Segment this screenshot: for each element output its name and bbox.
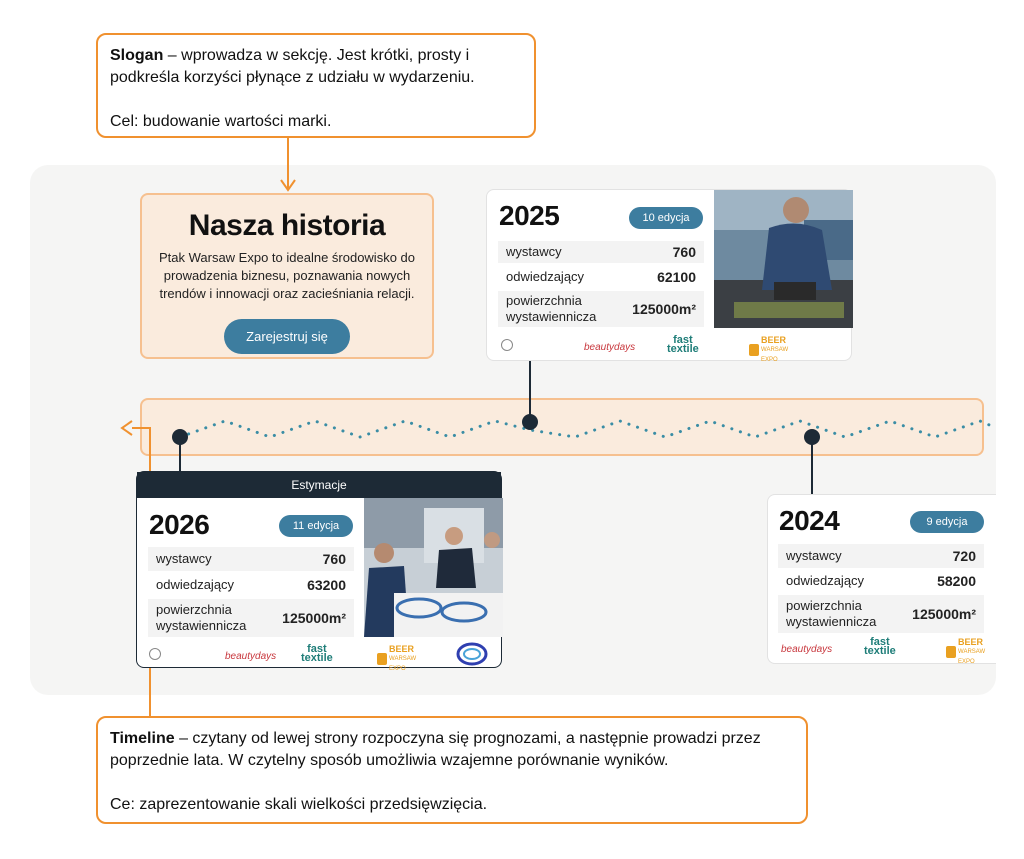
fast-textile-logo: fast textile <box>667 334 699 355</box>
row-exhibitors <box>498 241 704 263</box>
card-2024 <box>767 494 996 664</box>
card-year: 2026 <box>149 509 210 540</box>
row-exhibitors <box>148 547 354 571</box>
beer-cup-icon <box>749 344 759 356</box>
annotation-text: – wprowadza w sekcję. Jest krótki, prosty i podkreśla korzyści płynące z udziału w wydarzeniu. <box>110 47 475 86</box>
edition-badge: 11 edycja <box>279 515 353 537</box>
row-value: 760 <box>672 244 696 260</box>
beer-expo-logo: BEER WARSAW EXPO <box>749 336 788 364</box>
beautydays-logo: beautydays <box>584 342 636 353</box>
row-label: odwiedzający <box>786 573 865 588</box>
row-exhibitors <box>778 544 984 568</box>
row-value: 125000m² <box>912 606 976 622</box>
hero-box <box>140 193 434 359</box>
row-area <box>778 595 984 633</box>
row-visitors <box>148 573 354 597</box>
beautydays-logo: beautydays <box>225 651 277 662</box>
row-value: 63200 <box>307 577 346 593</box>
row-value: 58200 <box>937 573 976 589</box>
annotation-slogan <box>96 33 536 138</box>
card-2025 <box>486 189 852 361</box>
beautydays-logo: beautydays <box>781 644 833 655</box>
card-year: 2024 <box>779 505 840 536</box>
row-value: 720 <box>952 548 976 564</box>
row-label: wystawcy <box>506 244 562 259</box>
hero-description: Ptak Warsaw Expo to idealne środowisko do prowadzenia biznesu, poznawania nowych trendów i innowacji oraz zacieśniania relacji. <box>158 250 416 301</box>
row-area <box>498 291 704 327</box>
row-value: 125000m² <box>282 610 346 626</box>
annotation-goal: Cel: budowanie wartości marki. <box>110 113 332 130</box>
annotation-text: – czytany od lewej strony rozpoczyna się prognozami, a następnie prowadzi przez poprzednie lata. W czytelny sposób umożliwia wzajemne porównanie wyników. <box>110 730 761 769</box>
hero-title: Nasza historia <box>188 209 386 242</box>
beer-expo-logo: BEER WARSAW EXPO <box>377 645 416 673</box>
estimates-header: Estymacje <box>137 472 501 498</box>
register-button[interactable]: Zarejestruj się <box>224 319 350 354</box>
timeline-band <box>140 398 984 456</box>
card-year: 2025 <box>499 200 560 231</box>
annotation-term: Timeline <box>110 730 175 747</box>
seal-logo-icon <box>149 648 161 660</box>
row-label: wystawcy <box>156 551 212 566</box>
seal-logo-icon <box>501 339 513 351</box>
fast-textile-logo: fast textile <box>864 636 896 657</box>
fast-textile-logo: fast textile <box>301 643 333 664</box>
row-value: 760 <box>322 551 346 567</box>
row-label: odwiedzający <box>156 577 235 592</box>
edition-badge: 10 edycja <box>629 207 703 229</box>
annotation-term: Slogan <box>110 47 164 64</box>
beer-expo-logo: BEER WARSAW EXPO <box>946 638 985 666</box>
row-value: 62100 <box>657 269 696 285</box>
row-label: powierzchnia wystawiennicza <box>156 602 247 633</box>
annotation-goal: Ce: zaprezentowanie skali wielkości przedsięwzięcia. <box>110 796 488 813</box>
row-label: odwiedzający <box>506 269 585 284</box>
event-photo <box>714 190 853 328</box>
beer-cup-icon <box>377 653 387 665</box>
annotation-timeline <box>96 716 808 824</box>
circle-logo-icon <box>455 642 489 669</box>
row-visitors <box>778 569 984 593</box>
card-2026 <box>136 471 502 672</box>
row-label: powierzchnia wystawiennicza <box>786 598 877 629</box>
row-label: wystawcy <box>786 548 842 563</box>
row-area <box>148 599 354 637</box>
row-value: 125000m² <box>632 301 696 317</box>
beer-cup-icon <box>946 646 956 658</box>
event-photo <box>364 498 503 637</box>
row-visitors <box>498 265 704 289</box>
row-label: powierzchnia wystawiennicza <box>506 293 597 324</box>
edition-badge: 9 edycja <box>910 511 984 533</box>
